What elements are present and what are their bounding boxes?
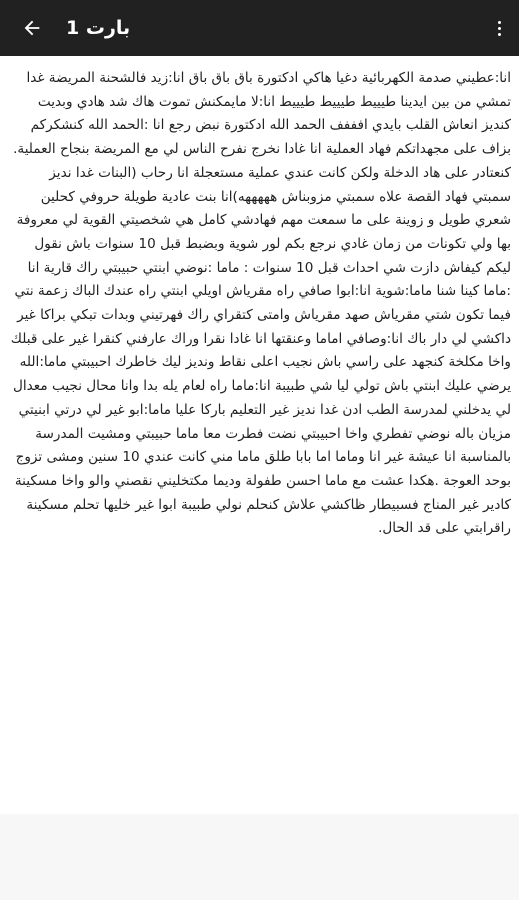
arrow-back-icon — [21, 17, 43, 39]
overflow-menu-button[interactable] — [485, 8, 513, 48]
app-bar — [0, 0, 519, 56]
page-title: بارت 1 — [66, 17, 131, 39]
story-content[interactable] — [0, 56, 519, 814]
story-text: انا:عطيني صدمة الكهربائية دغيا هاكي ادكتورة باق باق باق انا:زيد فالشحنة المريضة غدا تمشي من بين ايدينا طيييط طيييط طيييط انا:لا مايمكنش تموت هاك شد هادي وبديت كنديز انعاش القلب بايدي افففف الحمد الله ادكتورة نبض رجع انا :الحمد الله كنشكركم بزاف على مجهداتكم فهاد العملية انا غادا نخرج نفرح الناس لي مع المريضة بنجاح العملية. كنعتادر على هاد الدخلة ولكن كانت عندي عملية مستعجلة انا رحاب (البنات غدا نديز سمبتي فهاد القصة علاه سمبتي مزوبناش هههههه)انا بنت عادية طويلة حروفي كحلين شعري طويل و زوينة على ما سمعت مهم فهادشي كامل هي شخصيتي القوية لي معروفة بها ولي تكونات من زمان غادي نرجع بكم لور شوية وبضبط قبل 10 سنوات باش نقول ليكم كيفاش دازت شي احداث قبل 10 سنوات : ماما :نوضي ابنتي حبيبتي راك قارية انا :ماما كينا شنا ماما:شوية انا:ابوا صافي راه مقرياش اويلي ابنتي راه عندك الباك زعمة نتي فيما تكون شتي مقرياش صهد مقرياش وامتى كتقراي راك فهرتيني وبدات تبكي براكا غير داكشي لي دار باك انا:وصافي اماما وعنقتها انا غادا نقرا وراك عارفني كنقرا غير على قبلك واخا مكلخة كنجهد على راسي باش نجيب اعلى نقاط ونديز ليك خاطرك احبيبتي ماما:الله يرضي عليك ابنتي باش تولي ليا شي طبيبة انا:ماما راه لعام يله بدا وانا محال نجيب معدال لي يدخلني لمدرسة الطب ادن غدا نديز غير التعليم باركا عليا ماما:ابو غير لي درتي ابنيتي مزيان باله نوضي تفطري واخا احبيبتي نضت فطرت معا ماما حبيبتي ومشيت المدرسة بالمناسبة انا عيشة غير انا وماما اما بابا طلق ماما مني كانت عندي 10 سنين ومشى تزوج بوحد العوجة .هكدا عشت مع ماما احسن طفولة وديما مكتخليني نقصني والو واخا مسكينة كادير غير المناج فسبيطار ظاكشي علاش كنحلم نولي طبيبة ابوا غير خليها تحلم مسكينة راقرابتي على قد الحال. — [10, 70, 511, 537]
more-vert-icon — [498, 21, 501, 24]
bottom-area — [0, 814, 519, 900]
back-button[interactable] — [12, 8, 52, 48]
